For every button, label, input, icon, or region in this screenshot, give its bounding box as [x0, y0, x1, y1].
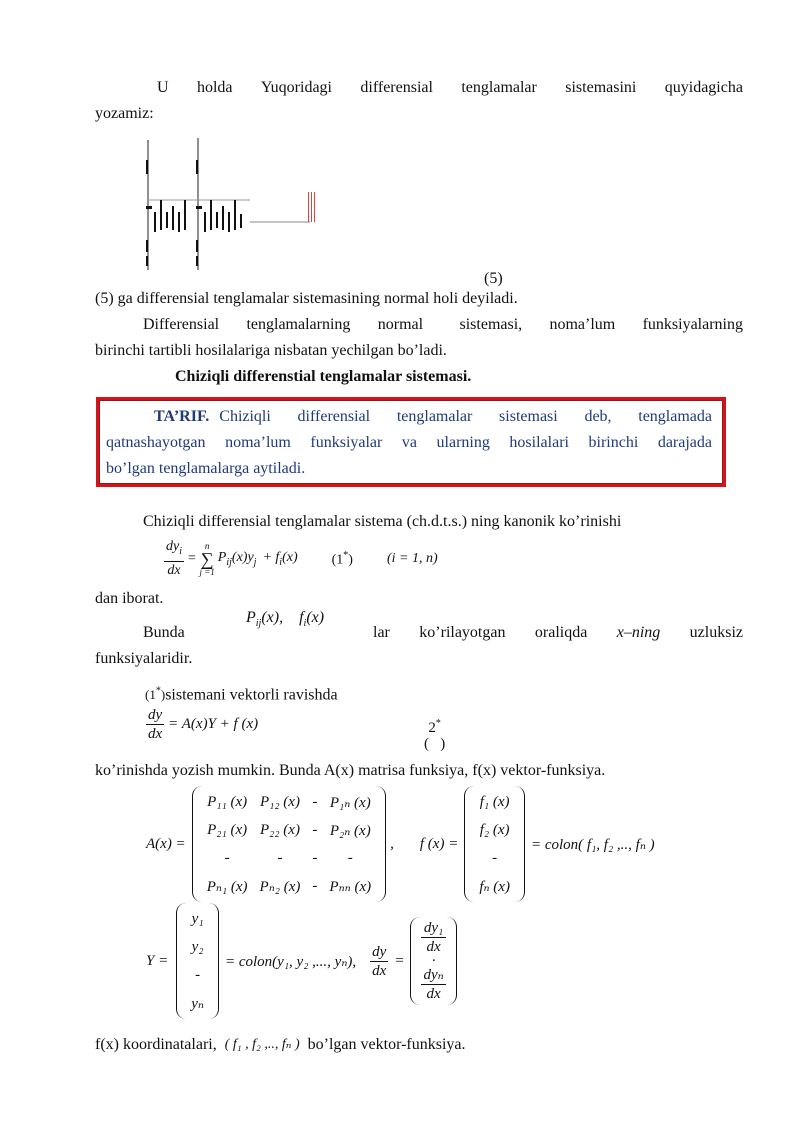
word: Yuqoridagi	[260, 79, 332, 96]
free-term: + $f_i(x)$	[262, 550, 298, 568]
word: holda	[196, 79, 233, 96]
intro-line-2: yozamiz:	[95, 105, 154, 122]
bunda-label: Bunda	[143, 624, 185, 641]
definition-title: TA’RIF.	[154, 408, 210, 425]
word: quyidagicha	[664, 79, 743, 96]
vector-f: f₁ (x) f₂ (x) - fₙ (x)	[464, 786, 525, 902]
normal-system-line-2: birinchi tartibli hosilalariga nisbatan yechilgan bo’ladi.	[95, 342, 447, 359]
equation-2-rhs: = A(x)Y + f (x)	[168, 716, 259, 732]
index-range: (i = 1, n)	[386, 551, 438, 566]
normal-form-line: (5) ga differensial tenglamalar sistemasining normal holi deyiladi.	[95, 290, 518, 307]
matrix-A: P₁₁ (x) P₁₂ (x) - P₁ₙ (x) P₂₁ (x) P₂₂ (x) - P₂ₙ (x) - - - - Pₙ₁ (x) Pₙ₂ (x) - Pₙₙ (x)	[192, 786, 386, 902]
equation-5-label: (5)	[484, 270, 503, 287]
dyi-dx-fraction: $\frac{dy_i}{dx}$	[166, 539, 182, 578]
vector-intro: (1*)sistemani vektorli ravishda	[145, 686, 338, 704]
definition-text-1: Chiziqli differensial tenglamalar sistemasi deb, tenglamada	[219, 408, 712, 425]
equation-5-image	[140, 130, 320, 278]
intro-line-1	[157, 75, 743, 101]
definition-line-2: qatnashayotgan noma’lum funksiyalar va ularning hosilalari birinchi darajada	[106, 434, 712, 451]
word: differensial	[360, 79, 433, 96]
definition-line-3: bo’lgan tenglamalarga aytiladi.	[106, 460, 306, 477]
dy-dx-fraction: $\frac{dy}{dx}$	[148, 707, 163, 742]
last-line: f(x) koordinatalari, ( f₁ , f₂ ,.., fₙ ) bo’lgan vektor-funksiya.	[95, 1032, 466, 1058]
dan-iborat: dan iborat.	[95, 590, 164, 607]
vector-Y-equation: Y = y₁ y₂ - yₙ = colon(y₁, y₂ ,..., yₙ), $\frac{dy}{dx}$ = dy₁ dx · dyₙ dx	[146, 903, 457, 1019]
equation-2-label: 2* ( )	[424, 718, 446, 752]
f-label: f (x) =	[419, 835, 459, 852]
section-heading: Chiziqli differenstial tenglamalar sistemasi.	[175, 368, 472, 385]
equation-2	[146, 706, 258, 743]
normal-system-line-1: Differensial tenglamalarning normal sistemasi, noma’lum funksiyalarning	[143, 316, 743, 333]
word: U	[157, 79, 169, 96]
garbled-equation-graphic	[140, 130, 320, 278]
canonical-intro: Chiziqli differensial tenglamalar sistema (ch.d.t.s.) ning kanonik ko’rinishi	[143, 513, 622, 530]
matrix-A-equation: A(x) = P₁₁ (x) P₁₂ (x) - P₁ₙ (x) P₂₁ (x) P₂₂ (x) - P₂ₙ (x) - - - - Pₙ₁ (x) Pₙ₂ (x) - Pₙₙ (x) , f (x) = f₁ (x) f₂ (x) - fₙ (x) = colon( f₁, f₂ ,.., fₙ )	[146, 786, 655, 902]
Y-colon: = colon(y₁, y₂ ,..., yₙ),	[224, 953, 357, 970]
sum-symbol: n ∑ j =1	[199, 541, 215, 577]
f-tuple: ( f₁ , f₂ ,.., fₙ )	[224, 1037, 300, 1052]
matrix-sentence: ko’rinishda yozish mumkin. Bunda A(x) matrisa funksiya, f(x) vektor-funksiya.	[95, 762, 606, 779]
equation-1-label: (1*)	[331, 549, 353, 568]
sum-body: $P_{ij}(x)y_j$	[217, 550, 257, 568]
word: tenglamalar	[461, 79, 537, 96]
word: sistemasini	[565, 79, 637, 96]
equation-1	[164, 536, 438, 582]
definition-box	[96, 397, 726, 487]
Y-label: Y =	[146, 952, 169, 969]
funksiyalaridir: funksiyalaridir.	[95, 650, 193, 667]
bunda-rest: lar ko’rilayotgan oraliqda x–ning uzluksiz	[373, 624, 743, 641]
f-colon: = colon( f₁, f₂ ,.., fₙ )	[530, 836, 655, 853]
definition-line-1	[154, 404, 712, 430]
equals-sign: =	[187, 551, 197, 566]
vector-dy-dx: dy₁ dx · dyₙ dx	[410, 917, 456, 1005]
vector-Y: y₁ y₂ - yₙ	[176, 903, 219, 1019]
A-label: A(x) =	[146, 835, 186, 852]
bunda-functions: $P_{ij}(x)$, $f_i(x)$	[246, 609, 325, 630]
dy-dx-label: $\frac{dy}{dx}$	[372, 943, 387, 979]
